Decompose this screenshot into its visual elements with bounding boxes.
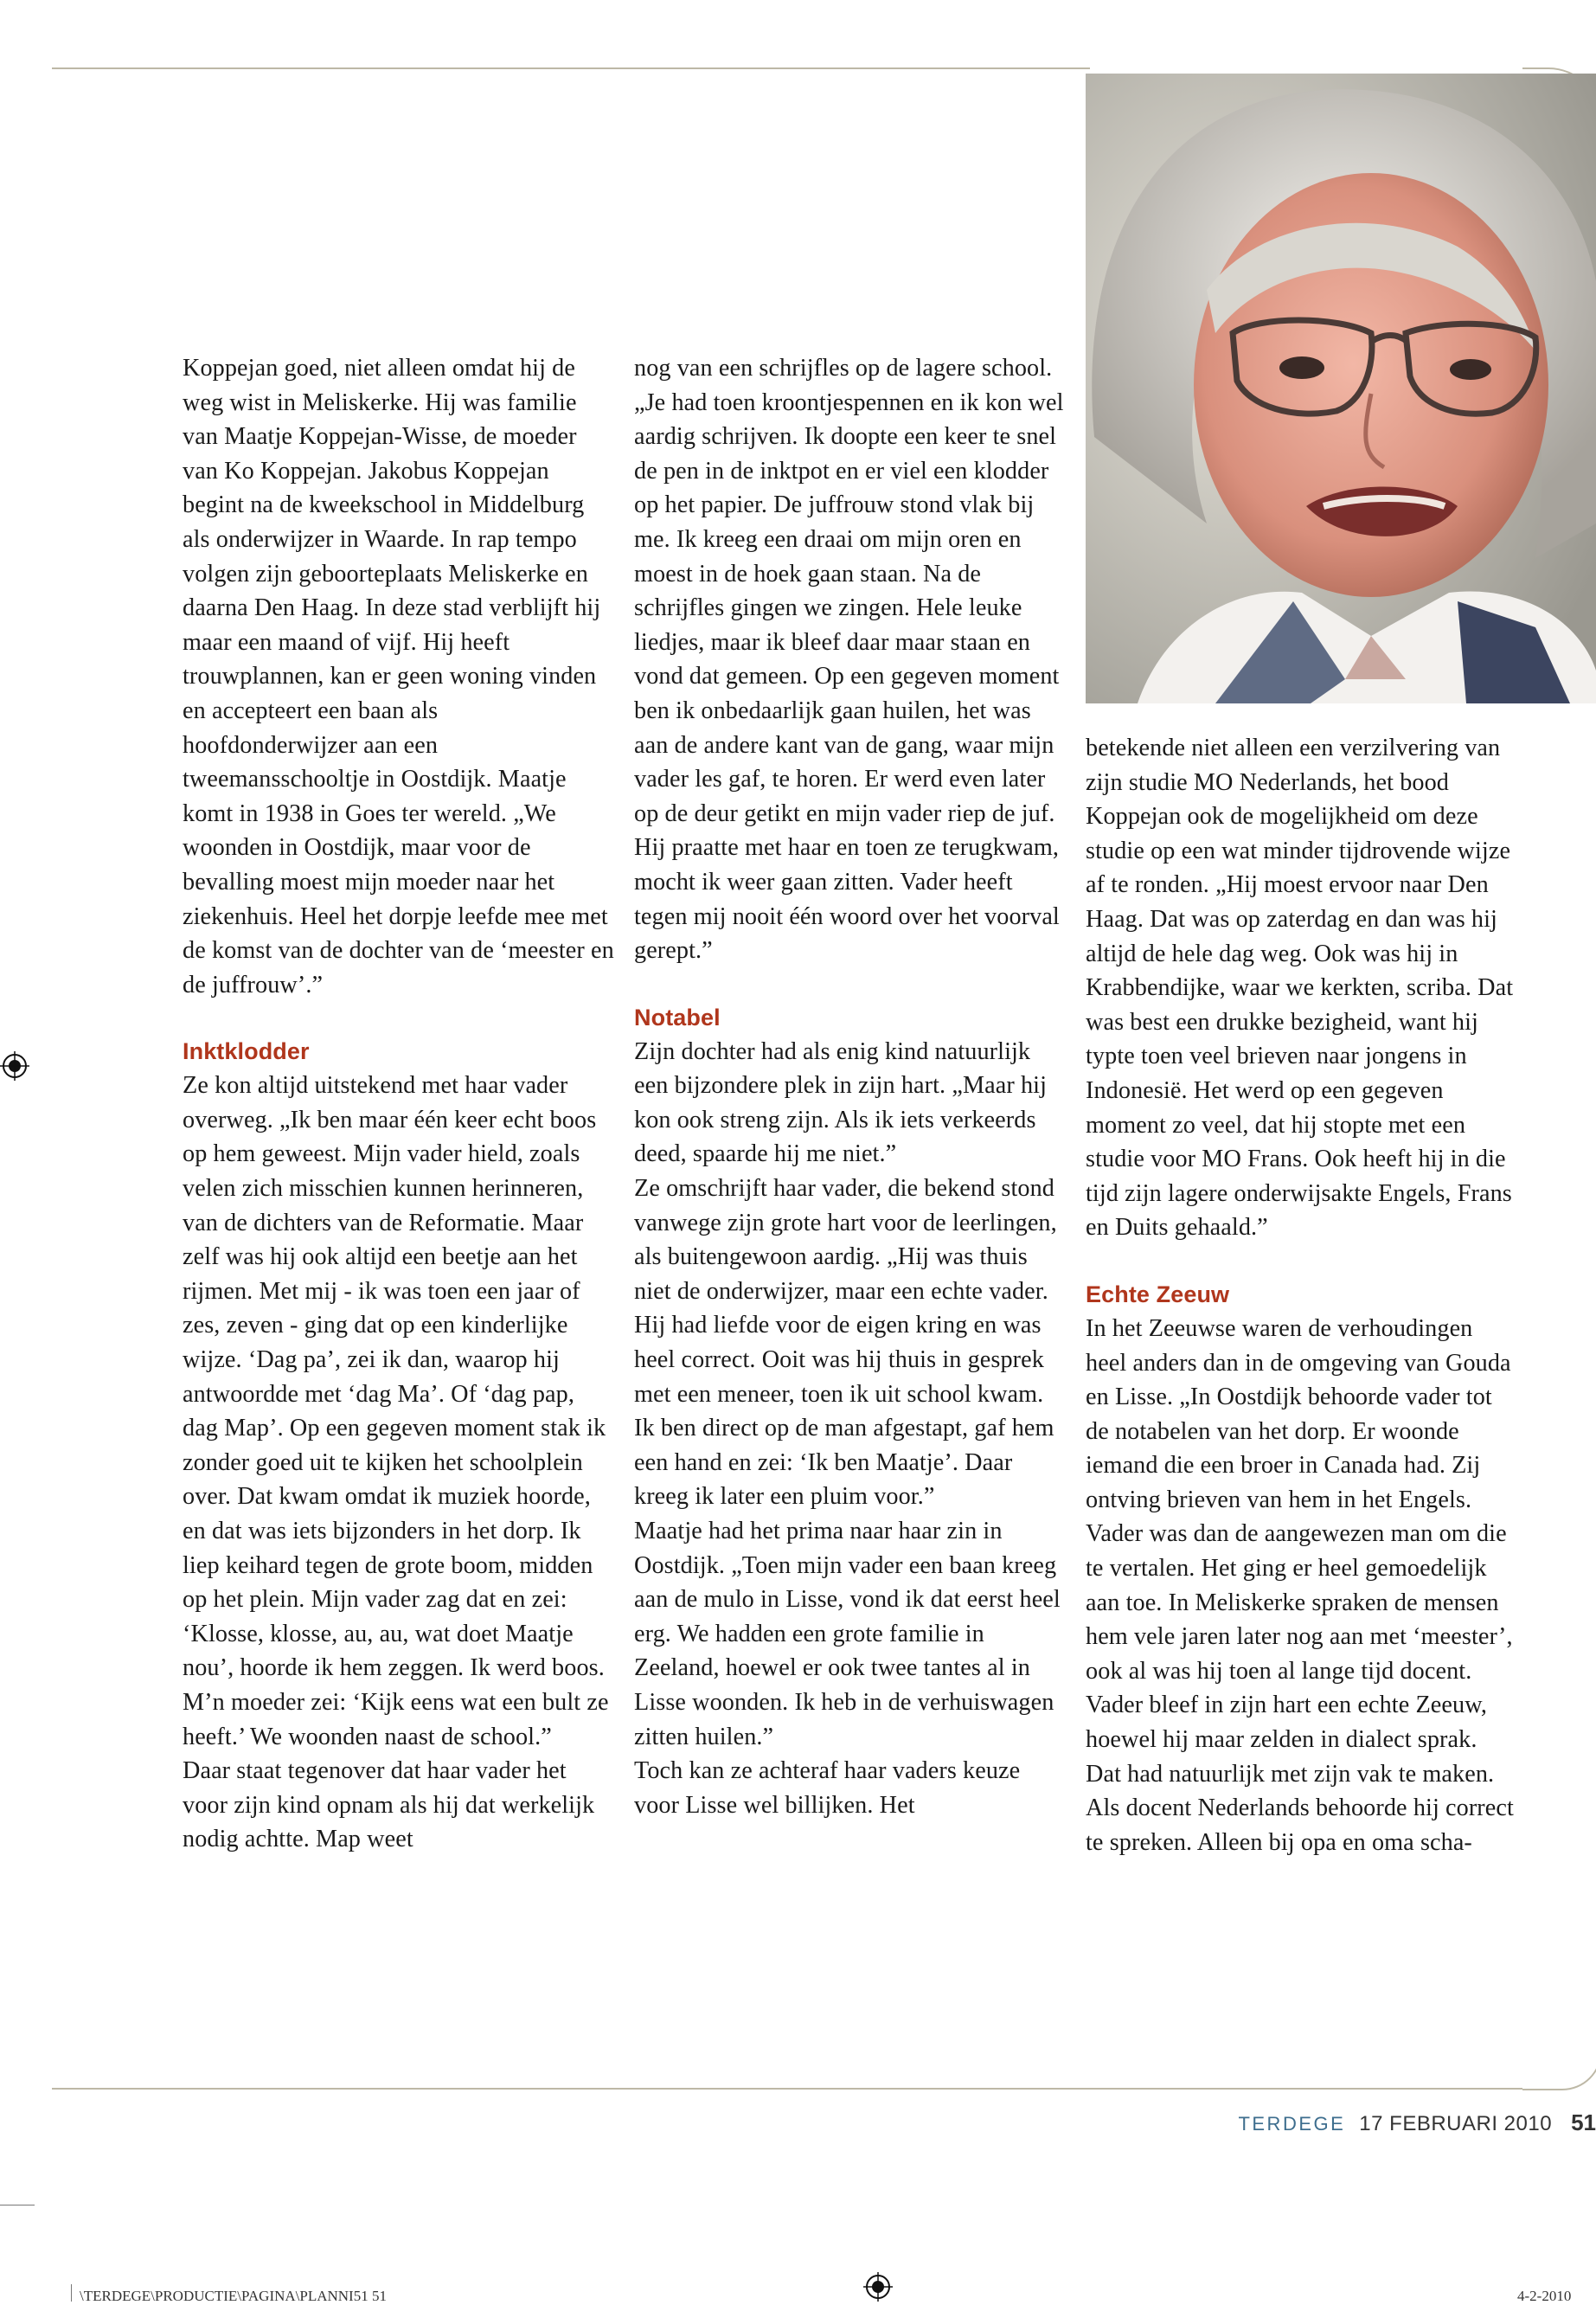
- column-1-paragraph: Ze kon altijd uitstekend met haar vader overweg. „Ik ben maar één keer echt boos op hem geweest. Mijn vader hield, zoals velen zich misschien kunnen herinneren, van de dichters van de Reformatie. Maar zelf was hij ook altijd een beetje aan het rijmen. Met mij - ik was toen een jaar of zes, zeven - ging dat op een kinderlijke wijze. ‘Dag pa’, zei ik dan, waarop hij antwoordde met ‘dag Ma’. Of ‘dag pap, dag Map’. Op een gegeven moment stak ik zonder goed uit te kijken het schoolplein over. Dat kwam omdat ik muziek hoorde, en dat was iets bijzonders in het dorp. Ik liep keihard tegen de grote boom, midden op het plein. Mijn vader zag dat en zei: ‘Klosse, klosse, au, au, wat doet Maatje nou’, hoorde ik hem zeggen. Ik werd boos. M’n moeder zei: ‘Kijk eens wat een bult ze heeft.’ We woonden naast de school.”: [183, 1072, 609, 1750]
- subheading-inktklodder: Inktklodder: [183, 1038, 310, 1065]
- column-2-paragraph: Maatje had het prima naar haar zin in Oostdijk. „Toen mijn vader een baan kreeg aan de mulo in Lisse, vond ik dat eerst heel erg. We hadden een grote familie in Zeeland, hoewel er ook twee tantes al in Lisse woonden. Ik heb in de verhuiswagen zitten huilen.”: [634, 1518, 1061, 1750]
- bottom-rule: [52, 2088, 1522, 2090]
- column-3-paragraph: In het Zeeuwse waren de verhoudingen heel anders dan in de omgeving van Gouda en Lisse. „In Oostdijk behoorde vader tot de notabelen van het dorp. Er woonde iemand die een broer in Canada had. Zij ontving brieven van hem in het Engels. Vader was dan de aangewezen man om die te vertalen. Het ging er heel gemoedelijk aan toe. In Meliskerke spraken de mensen hem vele jaren later nog aan met ‘meester’, ook al was hij toen al lange tijd docent.: [1086, 1314, 1513, 1685]
- top-rule: [52, 67, 1090, 69]
- magazine-name: TERDEGE: [1238, 2113, 1346, 2135]
- column-1: [183, 351, 615, 1857]
- column-2-paragraph: Toch kan ze achteraf haar vaders keuze voor Lisse wel billijken. Het: [634, 1757, 1021, 1819]
- column-2-paragraph: Ze omschrijft haar vader, die bekend stond vanwege zijn grote hart voor de leerlingen, als buitengewoon aardig. „Hij was thuis niet de onderwijzer, maar een echte vader. Hij had liefde voor de eigen kring en was heel correct. Ooit was hij thuis in gesprek met een meneer, toen ik uit school kwam. Ik ben direct op de man afgestapt, gaf hem een hand en zei: ‘Ik ben Maatje’. Daar kreeg ik later een pluim voor.”: [634, 1175, 1057, 1511]
- registration-mark-icon: [863, 2272, 893, 2302]
- subheading-notabel: Notabel: [634, 1004, 721, 1031]
- column-1-paragraph: Koppejan goed, niet alleen omdat hij de weg wist in Meliskerke. Hij was familie van Maatje Koppejan-Wisse, de moeder van Ko Koppejan. Jakobus Koppejan begint na de kweekschool in Middelburg als onderwijzer in Waarde. In rap tempo volgen zijn geboorteplaats Meliskerke en daarna Den Haag. In deze stad verblijft hij maar een maand of vijf. Hij heeft trouwplannen, kan er geen woning vinden en accepteert een baan als hoofdonderwijzer aan een tweemansschooltje in Oostdijk. Maatje komt in 1938 in Goes ter wereld. „We woonden in Oostdijk, maar voor de bevalling moest mijn moeder naar het ziekenhuis. Heel het dorpje leefde mee met de komst van de dochter van de ‘meester en de juffrouw’.”: [183, 355, 614, 998]
- portrait-photo: [1086, 74, 1596, 703]
- column-2-paragraph: nog van een schrijfles op de lagere school. „Je had toen kroontjespennen en ik kon wel aardig schrijven. Ik doopte een keer te snel de pen in de inktpot en er viel een klodder op het papier. De juffrouw stond vlak bij me. Ik kreeg een draai om mijn oren en moest in de hoek gaan staan. Na de schrijfles gingen we zingen. Hele leuke liedjes, maar ik bleef daar maar staan en vond dat gemeen. Op een gegeven moment ben ik onbedaarlijk gaan huilen, het was aan de andere kant van de gang, waar mijn vader les gaf, te horen. Er werd even later op de deur getikt en mijn vader riep de juf. Hij praatte met haar en toen ze terugkwam, mocht ik weer gaan zitten. Vader heeft tegen mij nooit één woord over het voorval gerept.”: [634, 355, 1064, 965]
- page-footer: [1238, 2109, 1596, 2136]
- bottom-rule-curve: [1522, 2051, 1596, 2090]
- slug-path: \TERDEGE\PRODUCTIE\PAGINA\PLANNI51 51: [80, 2288, 387, 2304]
- page-number: 51: [1571, 2109, 1596, 2135]
- column-2: [634, 351, 1067, 1822]
- slug-date: 4-2-2010: [1517, 2288, 1572, 2304]
- column-2-paragraph: Zijn dochter had als enig kind natuurlijk een bijzondere plek in zijn hart. „Maar hij kon ook streng zijn. Als ik iets verkeerds deed, spaarde hij me niet.”: [634, 1037, 1048, 1168]
- subheading-echte-zeeuw: Echte Zeeuw: [1086, 1281, 1230, 1307]
- issue-date: 17 FEBRUARI 2010: [1359, 2112, 1553, 2135]
- registration-mark-icon: [0, 1051, 29, 1081]
- crop-mark: [71, 2284, 72, 2302]
- column-1-paragraph: Daar staat tegenover dat haar vader het voor zijn kind opnam als hij dat werkelijk nodig achtte. Map weet: [183, 1757, 595, 1853]
- column-3: [1086, 731, 1518, 1859]
- column-3-paragraph: Vader bleef in zijn hart een echte Zeeuw, hoewel hij maar zelden in dialect sprak. Dat had natuurlijk met zijn vak te maken. Als docent Nederlands behoorde hij correct te spreken. Alleen bij opa en oma scha-: [1086, 1692, 1514, 1856]
- column-3-paragraph: betekende niet alleen een verzilvering van zijn studie MO Nederlands, het bood Koppejan ook de mogelijkheid om deze studie op een wat minder tijdrovende wijze af te ronden. „Hij moest ervoor naar Den Haag. Dat was op zaterdag en dan was hij altijd de hele dag weg. Ook was hij in Krabbendijke, waar we kerkten, scriba. Dat was best een drukke bezigheid, want hij typte toen veel brieven naar jongens in Indonesië. Het werd op een gegeven moment zo veel, dat hij stopte met een studie voor MO Frans. Ook heeft hij in die tijd zijn lagere onderwijsakte Engels, Frans en Duits gehaald.”: [1086, 735, 1514, 1242]
